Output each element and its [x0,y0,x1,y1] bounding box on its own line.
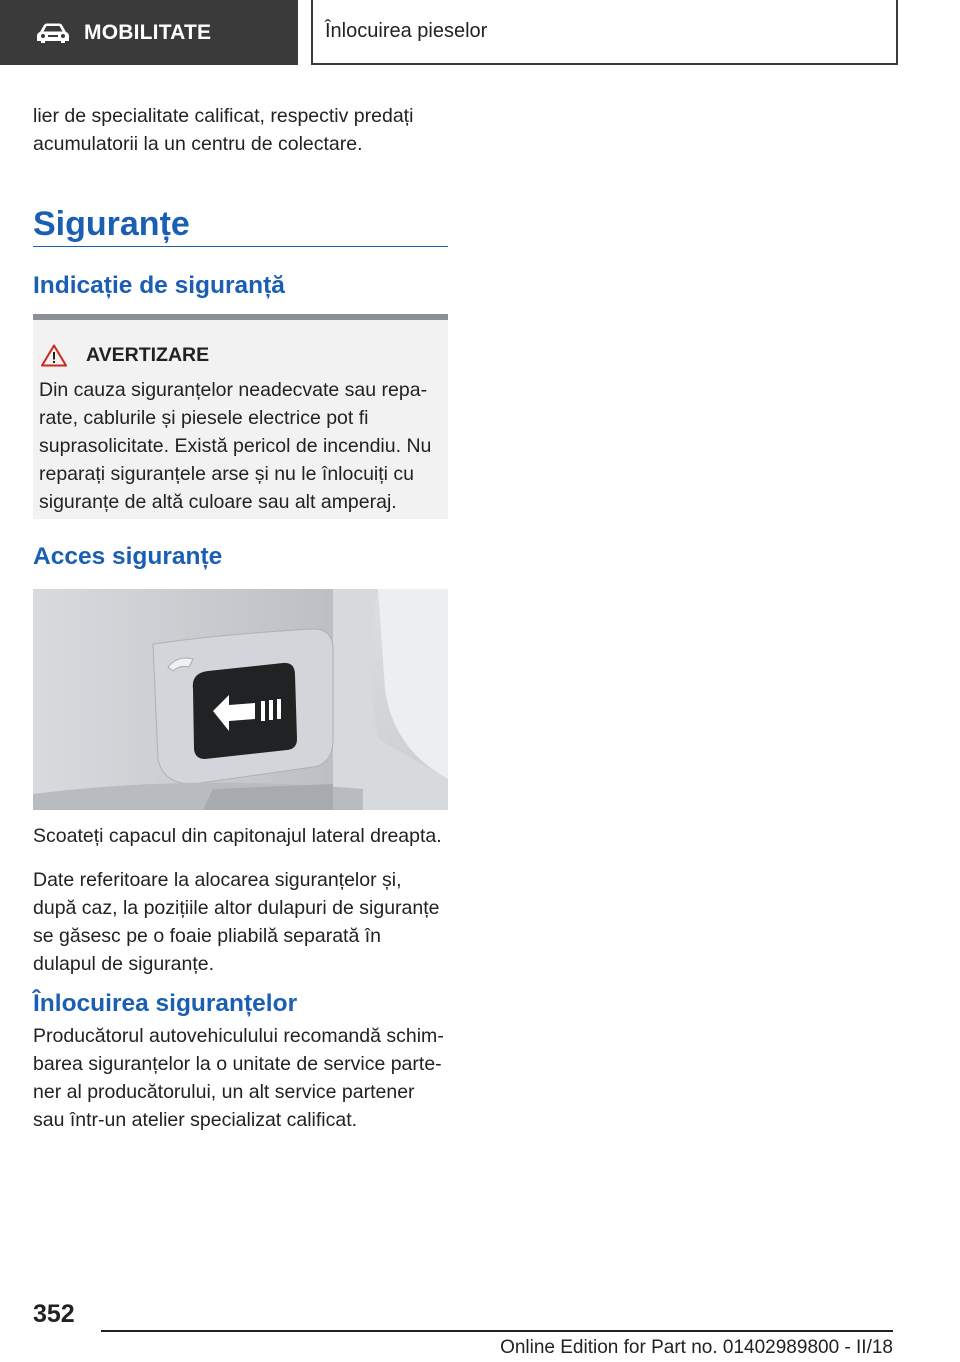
heading-replace: Înlocuirea siguranțelor [33,990,298,1017]
heading-access: Acces siguranțe [33,543,223,570]
fuse-cover-photo [33,589,448,810]
header-section-tab [0,0,298,65]
intro-paragraph: lier de specialitate calificat, respectiv predați acumulatorii la un centru de colectare. [33,105,414,155]
warning-triangle-icon [41,344,67,367]
warning-title: AVERTIZARE [86,344,210,366]
header-chapter-box [311,0,898,65]
caption-block [33,822,448,850]
warning-title-row [41,344,209,367]
warning-box [33,314,448,519]
footer-rule [101,1330,893,1332]
heading-main-text: Siguranțe [33,205,190,243]
replace-paragraph: Producătorul autovehiculului recomandă schimbarea siguranțelor la o unitate de service partener al producătorului, un alt service partener sau într-un atelier specializat calificat. [33,1025,444,1131]
page-number: 352 [33,1300,75,1328]
car-icon [36,22,70,44]
heading-safety: Indicație de siguranță [33,272,285,299]
replace-text-block [33,1022,448,1134]
caption-remove-cover: Scoateți capacul din capitonajul lateral dreapta. [33,825,442,847]
access-text-block [33,866,448,978]
intro-block [33,102,448,158]
heading-main [33,202,448,247]
footer-edition: Online Edition for Part no. 01402989800 - II/18 [500,1337,893,1358]
access-paragraph: Date referitoare la alocarea siguranțelor și, după caz, la pozițiile altor dulapuri de siguranțe se găsesc pe o foaie pliabilă separată în dulapul de siguranțe. [33,869,440,975]
warning-text: Din cauza siguranțelor neadecvate sau reparate, cablurile și piesele electrice pot fi suprasolicitate. Există pericol de incendiu. Nu reparați siguranțele arse și nu le înlocuiți cu siguranțe de altă culoare sau alt amperaj. [39,379,432,513]
section-title: MOBILITATE [84,20,212,44]
chapter-title: Înlocuirea pieselor [325,20,488,42]
